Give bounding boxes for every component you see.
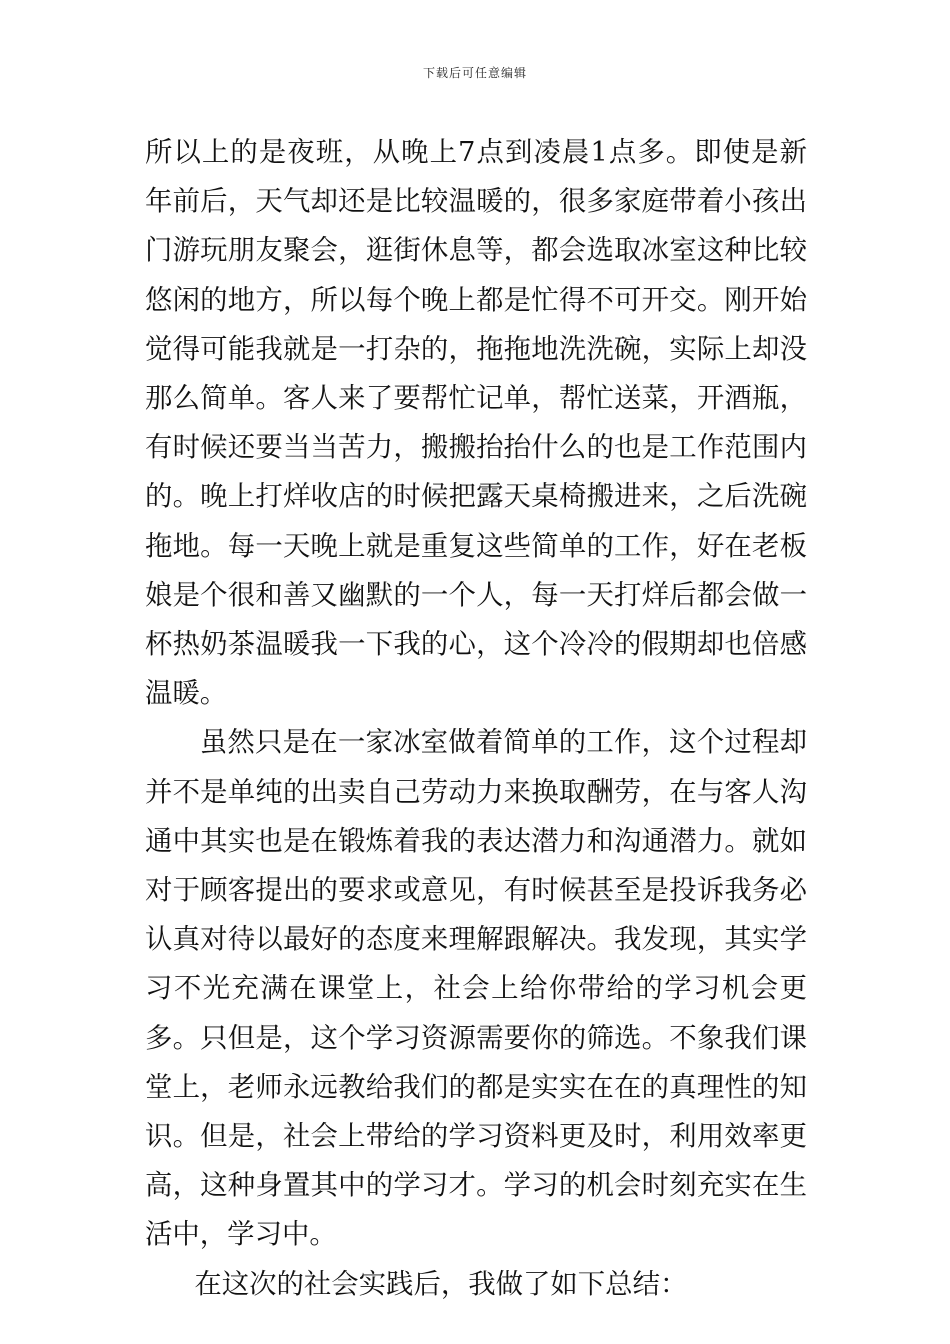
paragraph-learning: 虽然只是在一家冰室做着简单的工作，这个过程却并不是单纯的出卖自己劳动力来换取酬劳，在与客人沟通中其实也是在锻炼着我的表达潜力和沟通潜力。就如对于顾客提出的要求或意见，有时候甚至是投诉我务必认真对待以最好的态度来理解跟解决。我发现，其实学习不光充满在课堂上，社会上给你带给的学习机会更多。只但是，这个学习资源需要你的筛选。不象我们课堂上，老师永远教给我们的都是实实在在的真理性的知识。但是，社会上带给的学习资料更及时，利用效率更高，这种身置其中的学习才。学习的机会时刻充实在生活中，学习中。 <box>145 727 807 1251</box>
paragraph-night-shift: 所以上的是夜班，从晚上7点到凌晨1点多。即使是新年前后，天气却还是比较温暖的，很多家庭带着小孩出门游玩朋友聚会，逛街休息等，都会选取冰室这种比较悠闲的地方，所以每个晚上都是忙得不可开交。刚开始觉得可能我就是一打杂的，拖拖地洗洗碗，实际上却没那么简单。客人来了要帮忙记单，帮忙送菜，开酒瓶，有时候还要当当苦力，搬搬抬抬什么的也是工作范围内的。晚上打烊收店的时候把露天桌椅搬进来，之后洗碗拖地。每一天晚上就是重复这些简单的工作，好在老板娘是个很和善又幽默的一个人，每一天打烊后都会做一杯热奶茶温暖我一下我的心，这个冷冷的假期却也倍感温暖。 <box>145 137 807 710</box>
paragraph-summary-intro: 在这次的社会实践后，我做了如下总结： <box>194 1268 688 1300</box>
page-header: 下载后可任意编辑 <box>422 66 527 80</box>
document-body <box>145 128 807 1309</box>
